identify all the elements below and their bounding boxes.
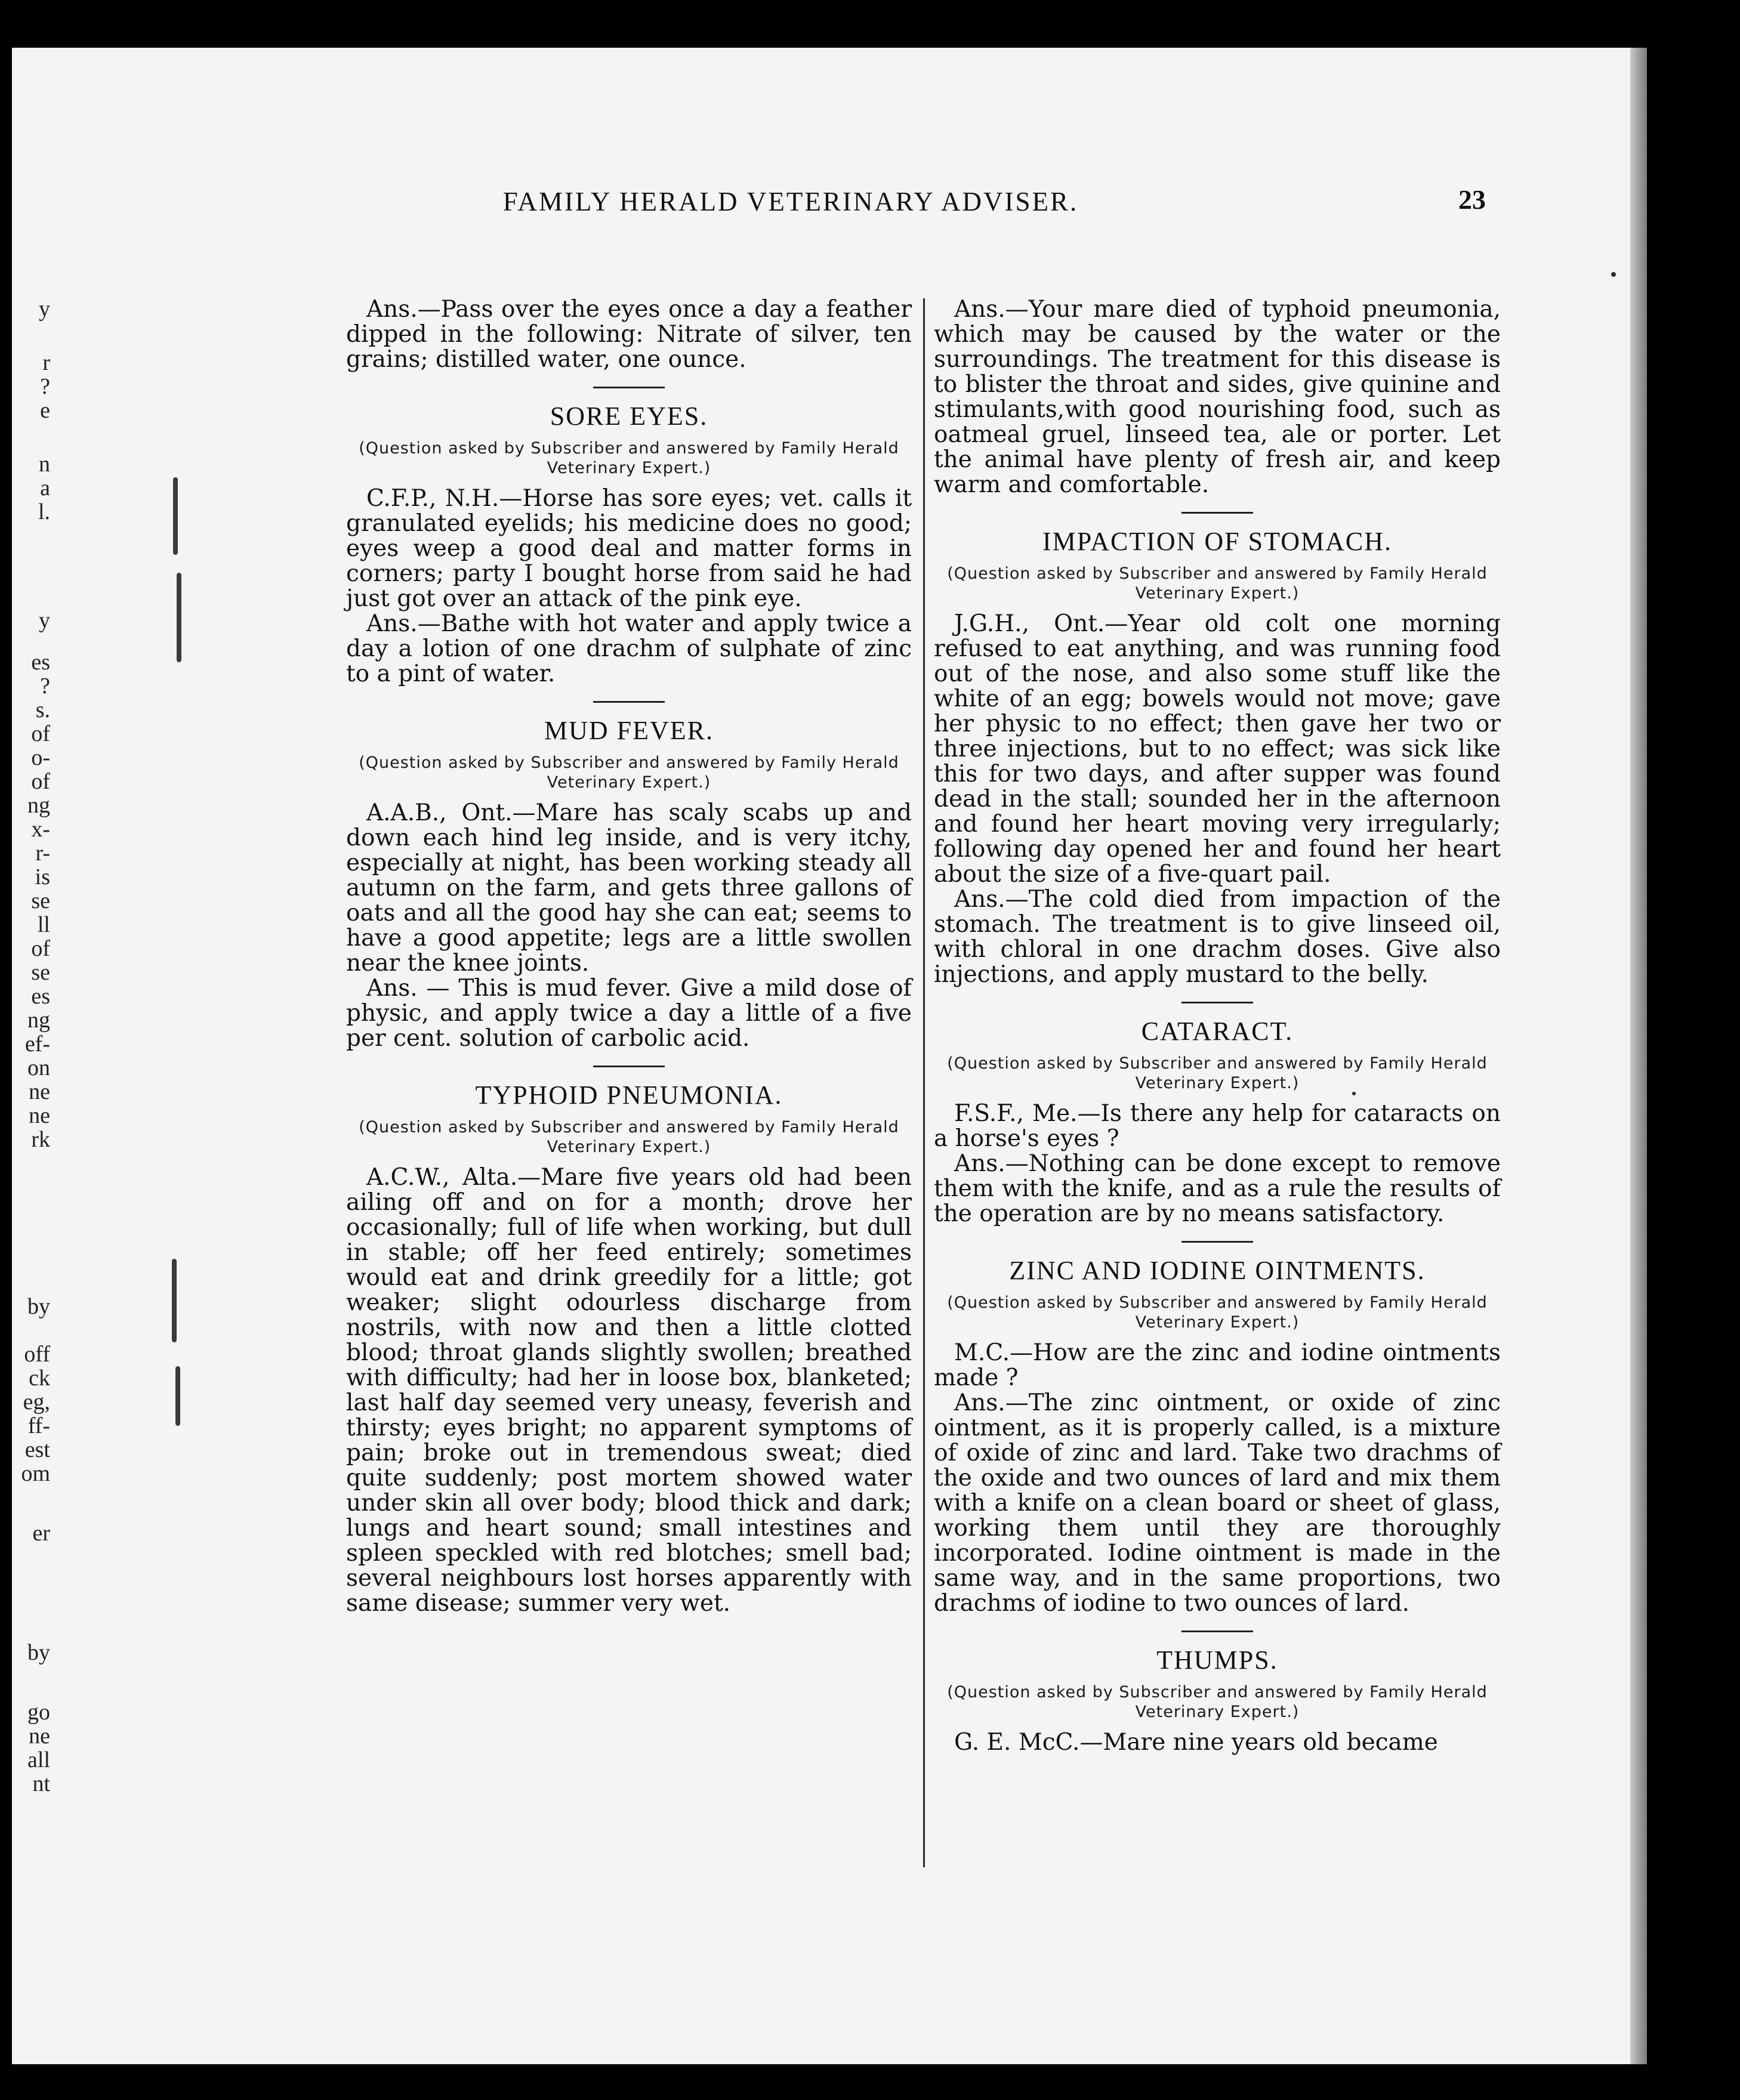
section-title: THUMPS. [1156,1645,1278,1675]
page-number: 23 [1458,184,1486,215]
section-title: TYPHOID PNEUMONIA. [475,1080,783,1110]
prev-fragment: ng [27,1008,50,1033]
section-title: ZINC AND IODINE OINTMENTS. [1009,1256,1426,1285]
section-byline: (Question asked by Subscriber and answered by Family Herald Veterinary Expert.) [947,1054,1488,1092]
prev-fragment: ? [40,674,50,699]
prev-fragment: is [35,864,50,890]
section-byline: (Question asked by Subscriber and answered by Family Herald Veterinary Expert.) [947,1293,1488,1332]
answer-text: Ans.—The zinc ointment, or oxide of zinc ointment, as it is properly called, is a mixture of oxide of zinc and lard. Take two drachms of the oxide and two ounces of lard and mix them with a knife on a clean board or sheet of glass, working them until they are thoroughly incorporated. Iodine ointment is made in the same way, and in the same proportions, two drachms of iodine to two ounces of lard. [934,1389,1501,1617]
prev-fragment: e [40,398,50,423]
prev-fragment: go [27,1700,50,1725]
section-byline: (Question asked by Subscriber and answered by Family Herald Veterinary Expert.) [947,1683,1488,1721]
prev-fragment: x- [31,817,50,842]
question-text: F.S.F., Me.—Is there any help for cataracts on a horse's eyes ? [934,1100,1501,1152]
prev-fragment: s. [35,697,50,722]
prev-fragment: es [31,984,50,1009]
question-text: J.G.H., Ont.—Year old colt one morning refused to eat anything, and was running food out of the nose, and also some stuff like the white of an egg; bowels would not move; gave her physic to no effect; then gave her two or three injections, but to no effect; was sick like this for two days, and after supper was found dead in the stall; sounded her in the afternoon and found her heart moving very irregularly; following day opened her and found her heart about the size of a five-quart pail. [934,610,1501,888]
prev-fragment: off [24,1342,50,1367]
page-edge-shadow [1630,48,1647,2064]
prev-fragment: ff- [27,1413,50,1438]
prev-fragment: l. [38,499,50,524]
prev-fragment: ef- [24,1032,50,1057]
column-rule [923,298,925,1867]
section-divider [1181,1241,1253,1243]
binding-thread-mark [175,1366,180,1426]
prev-fragment: ne [29,1724,50,1749]
section-byline: (Question asked by Subscriber and answered by Family Herald Veterinary Expert.) [947,564,1488,603]
section-divider [1181,512,1253,514]
prev-fragment: by [27,1294,50,1319]
prev-fragment: of [31,936,50,961]
right-column [934,297,1501,1755]
prev-fragment: of [31,721,50,746]
question-text: M.C.—How are the zinc and iodine ointments made ? [934,1339,1501,1391]
binding-thread-mark [173,477,178,555]
prev-fragment: r [42,350,50,375]
scan-speck [1352,1092,1356,1095]
question-text: C.F.P., N.H.—Horse has sore eyes; vet. calls it granulated eyelids; his medicine does no good; eyes weep a good deal and matter forms in corners; party I bought horse from said he had just got over an attack of the pink eye. [346,485,912,612]
section-divider [593,701,665,703]
prev-fragment: by [27,1640,50,1665]
section-divider [593,387,665,388]
prev-fragment: est [24,1437,50,1462]
answer-text: Ans.—The cold died from impaction of the stomach. The treatment is to give linseed oil, with chloral in one drachm doses. Give also injections, and apply mustard to the belly. [934,886,1501,988]
prev-fragment: y [39,608,50,633]
prev-fragment: a [40,475,50,501]
intro-answer: Ans.—Your mare died of typhoid pneumonia, which may be caused by the water or the surroundings. The treatment for this disease is to blister the throat and sides, give quinine and stimulants,with good nourishing food, such as oatmeal gruel, linseed tea, ale or porter. Let the animal have plenty of fresh air, and keep warm and comfortable. [934,296,1501,498]
prev-fragment: n [39,452,50,477]
scan-speck [1611,272,1616,277]
section-byline: (Question asked by Subscriber and answered by Family Herald Veterinary Expert.) [359,1118,899,1156]
section-title: CATARACT. [1141,1017,1294,1046]
prev-fragment: er [32,1521,50,1546]
prev-fragment: se [31,888,50,913]
prev-fragment: o- [31,745,50,770]
prev-fragment: ? [40,374,50,399]
prev-fragment: ng [27,793,50,818]
book-page [12,48,1647,2064]
section-byline: (Question asked by Subscriber and answered by Family Herald Veterinary Expert.) [359,439,899,477]
prev-fragment: on [27,1055,50,1080]
binding-thread-mark [172,1259,177,1342]
intro-answer: Ans.—Pass over the eyes once a day a feather dipped in the following: Nitrate of silver, ten grains; distilled water, one ounce. [346,296,912,373]
left-column [346,297,912,1616]
prev-fragment: nt [32,1771,50,1796]
section-title: IMPACTION OF STOMACH. [1042,527,1392,556]
prev-fragment: y [39,297,50,322]
previous-page-edge [12,48,66,2064]
prev-fragment: r- [35,841,50,866]
prev-fragment: ne [29,1103,50,1128]
prev-fragment: se [31,960,50,985]
section-divider [1181,1002,1253,1003]
section-divider [593,1066,665,1067]
answer-text: Ans.—Nothing can be done except to remove them with the knife, and as a rule the results of the operation are by no means satisfactory. [934,1150,1501,1227]
answer-text: Ans.—Bathe with hot water and apply twice a day a lotion of one drachm of sulphate of zinc to a pint of water. [346,610,912,687]
prev-fragment: all [27,1747,50,1772]
prev-fragment: rk [31,1127,50,1152]
question-text: G. E. McC.—Mare nine years old became [954,1729,1438,1756]
prev-fragment: ck [29,1366,50,1391]
section-divider [1181,1630,1253,1632]
section-title: MUD FEVER. [544,716,714,745]
prev-fragment: ll [37,912,50,937]
prev-fragment: es [31,650,50,675]
prev-fragment: of [31,769,50,794]
section-byline: (Question asked by Subscriber and answered by Family Herald Veterinary Expert.) [359,753,899,792]
answer-text: Ans. — This is mud fever. Give a mild dose of physic, and apply twice a day a little of a five per cent. solution of carbolic acid. [346,975,912,1052]
prev-fragment: om [21,1461,50,1486]
binding-thread-mark [177,573,181,662]
question-text: A.A.B., Ont.—Mare has scaly scabs up and down each hind leg inside, and is very itchy, especially at night, has been working steady all autumn on the farm, and gets three gallons of oats and all the good hay she can eat; seems to have a good appetite; legs are a little swollen near the knee joints. [346,799,912,977]
question-text: A.C.W., Alta.—Mare five years old had been ailing off and on for a month; drove her occasionally; full of life when working, but dull in stable; off her feed entirely; sometimes would eat and drink greedily for a little; got weaker; slight odourless discharge from nostrils, with now and then a little clotted blood; throat glands slightly swollen; breathed with difficulty; had her in loose box, blanketed; last half day seemed very uneasy, feverish and thirsty; eyes bright; no apparent symptoms of pain; broke out in tremendous sweat; died quite suddenly; post mortem showed water under skin all over body; blood thick and dark; lungs and heart sound; small intestines and spleen speckled with red blotches; smell bad; several neighbours lost horses apparently with same disease; summer very wet. [346,1164,912,1617]
running-head: FAMILY HERALD VETERINARY ADVISER. [502,187,1079,217]
prev-fragment: ne [29,1079,50,1104]
section-title: SORE EYES. [550,402,708,431]
prev-fragment: eg, [23,1389,50,1415]
